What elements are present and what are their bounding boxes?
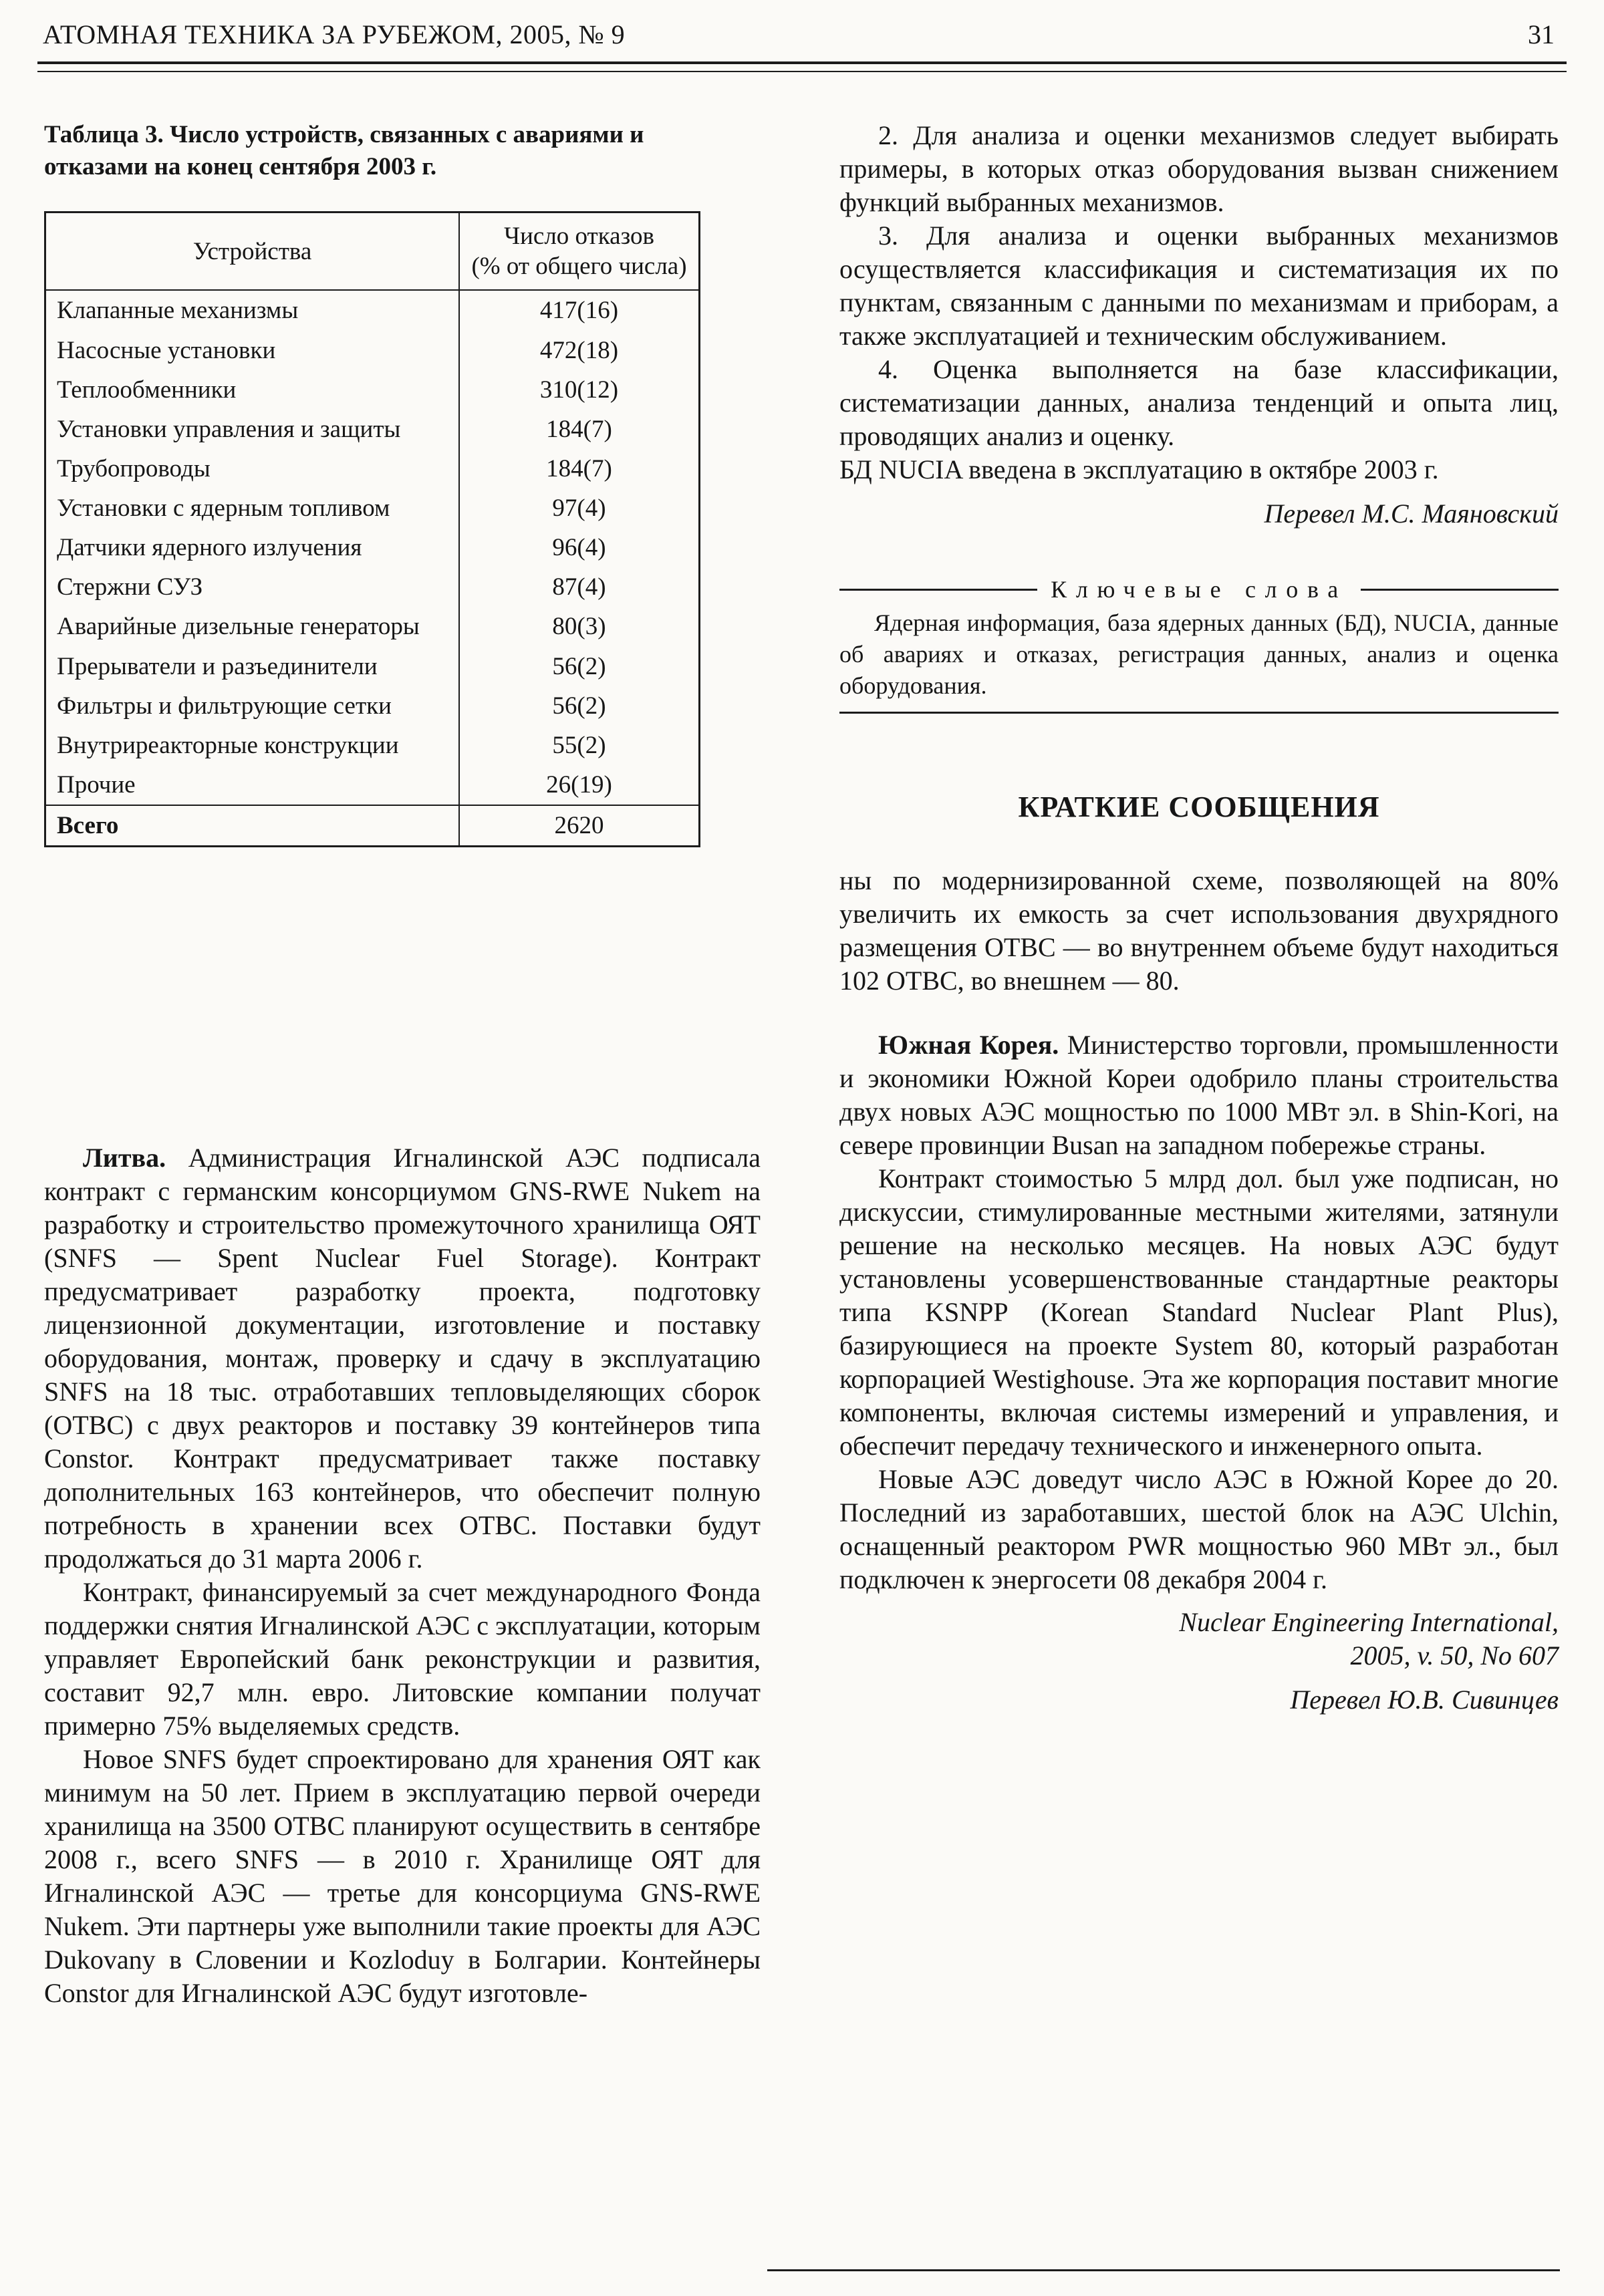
- page-number: 31: [1528, 19, 1555, 49]
- lithuania-paragraph-3: Новое SNFS будет спроектировано для хранения ОЯТ как минимум на 50 лет. Прием в эксплуатацию первой очереди хранилища на 3500 ОТВС планируют осуществить в сентябре 2008 г., всего SNFS — в 2010 г. Хранилище ОЯТ для Игналинской АЭС — третье для консорциума GNS-RWE Nukem. Эти партнеры уже выполнили такие проекты для АЭС Dukovany в Словении и Kozloduy в Болгарии. Контейнеры Constor для Игналинской АЭС будут изготовле-: [44, 1744, 761, 2009]
- korea-paragraph-1-text: Министерство торговли, промышленности и экономики Южной Кореи одобрило планы строительства двух новых АЭС мощностью по 1000 МВт эл. в Shin-Kori, на севере провинции Busan на западном побережье страны.: [839, 1030, 1559, 1161]
- header-rule: [37, 61, 1567, 72]
- section-heading-brief-news: КРАТКИЕ СООБЩЕНИЯ: [1018, 791, 1380, 824]
- table-row: [45, 331, 700, 370]
- device-cell: Установки управления и защиты: [45, 410, 460, 449]
- failures-cell: 26(19): [546, 770, 612, 799]
- translator-sivintsev: Перевел Ю.В. Сивинцев: [1290, 1685, 1559, 1715]
- device-cell: Аварийные дизельные генераторы: [45, 607, 460, 646]
- failures-cell: 310(12): [539, 376, 619, 404]
- device-cell: Внутриреакторные конструкции: [45, 726, 460, 765]
- failures-cell: 417(16): [539, 297, 619, 325]
- table-row: [45, 290, 700, 330]
- nucia-item-2: 2. Для анализа и оценки механизмов следует выбирать примеры, в которых отказ оборудования вызван снижением функций выбранных механизмов.: [839, 120, 1559, 217]
- failures-cell: 56(2): [552, 652, 606, 680]
- device-cell: Стержни СУЗ: [45, 567, 460, 607]
- total-value-cell: 2620: [459, 805, 700, 847]
- col-header-failures: [459, 212, 700, 291]
- col-header-failures-line1: Число отказов: [504, 223, 654, 251]
- table-caption: Таблица 3. Число устройств, связанных с авариями и отказами на конец сентября 2003 г.: [44, 121, 644, 181]
- journal-title: АТОМНАЯ ТЕХНИКА ЗА РУБЕЖОМ, 2005, № 9: [43, 19, 626, 49]
- device-cell: Теплообменники: [45, 370, 460, 410]
- country-lead-korea: Южная Корея.: [878, 1030, 1059, 1060]
- source-line-2: 2005, v. 50, No 607: [1350, 1640, 1559, 1671]
- device-cell: Датчики ядерного излучения: [45, 528, 460, 567]
- continuation-paragraph: ны по модернизированной схеме, позволяющей на 80% увеличить их емкость за счет использования двухрядного размещения ОТВС — во внутреннем объеме будут находиться 102 ОТВС, во внешнем — 80.: [839, 865, 1559, 996]
- failures-cell: 184(7): [546, 454, 612, 482]
- left-column: [44, 119, 761, 2010]
- failures-cell: 80(3): [552, 613, 606, 641]
- lithuania-article: [44, 1141, 761, 2010]
- device-cell: Прочие: [45, 765, 460, 805]
- keywords-header: [839, 575, 1559, 605]
- failures-cell: 55(2): [552, 731, 606, 759]
- keywords-title: Ключевые слова: [1051, 576, 1347, 603]
- total-label-cell: Всего: [45, 805, 460, 847]
- failures-table-body: [45, 290, 700, 846]
- table-row: [45, 607, 700, 646]
- table-row: [45, 567, 700, 607]
- keywords-bottom-rule: [839, 712, 1559, 714]
- table-row: [45, 647, 700, 686]
- table-row: [45, 528, 700, 567]
- translator-mayanovsky: Перевел М.С. Маяновский: [1264, 498, 1559, 529]
- table-row: [45, 370, 700, 410]
- keywords-rule-left: [839, 589, 1037, 591]
- nucia-item-4: 4. Оценка выполняется на базе классификации, систематизации данных, анализа тенденций и опыта лиц, проводящих анализ и оценку.: [839, 354, 1559, 451]
- keywords-text: Ядерная информация, база ядерных данных (БД), NUCIA, данные об авариях и отказах, регистрация данных, анализ и оценка оборудования.: [839, 609, 1559, 699]
- korea-paragraph-2: Контракт стоимостью 5 млрд дол. был уже подписан, но дискуссии, стимулированные местными жителями, затянули решение на несколько месяцев. На новых АЭС будут установлены усовершенствованные стандартные реакторы типа KSNPP (Korean Standard Nuclear Plant Plus), базирующиеся на проекте System 80, который разработан корпорацией Westighouse. Эта же корпорация поставит многие компоненты, включая системы измерений и управления, и обеспечит передачу технического и инженерного опыта.: [839, 1163, 1559, 1461]
- device-cell: Насосные установки: [45, 331, 460, 370]
- lithuania-paragraph-2: Контракт, финансируемый за счет международного Фонда поддержки снятия Игналинской АЭС с эксплуатации, которым управляет Европейский банк реконструкции и развития, составит 92,7 млн. евро. Литовские компании получат примерно 75% выделяемых средств.: [44, 1577, 761, 1741]
- nucia-item-3: 3. Для анализа и оценки выбранных механизмов осуществляется классификация и систематизация их по пунктам, связанным с данными по механизмам и приборам, а также эксплуатацией и техническим обслуживанием.: [839, 221, 1559, 351]
- failures-table: [44, 211, 700, 847]
- nucia-bd-note: БД NUCIA введена в эксплуатацию в октябре 2003 г.: [839, 454, 1439, 484]
- device-cell: Установки с ядерным топливом: [45, 488, 460, 528]
- device-cell: Фильтры и фильтрующие сетки: [45, 686, 460, 726]
- device-cell: Трубопроводы: [45, 449, 460, 488]
- col-header-failures-line2: (% от общего числа): [471, 253, 687, 281]
- footer-rule: [767, 2269, 1560, 2271]
- device-cell: Клапанные механизмы: [45, 290, 460, 330]
- failures-cell: 87(4): [552, 573, 606, 601]
- device-cell: Прерыватели и разъединители: [45, 647, 460, 686]
- source-line-1: Nuclear Engineering International,: [1179, 1607, 1559, 1638]
- table-row: [45, 488, 700, 528]
- country-lead-lithuania: Литва.: [83, 1143, 166, 1173]
- table-row: [45, 765, 700, 805]
- korea-paragraph-3: Новые АЭС доведут число АЭС в Южной Корее до 20. Последний из заработавших, шестой блок на АЭС Ulchin, оснащенный реактором PWR мощностью 960 МВт эл., был подключен к энергосети 08 декабря 2004 г.: [839, 1464, 1559, 1595]
- failures-cell: 472(18): [539, 336, 619, 364]
- failures-cell: 56(2): [552, 692, 606, 720]
- korea-paragraph-1: [839, 1028, 1559, 1162]
- table-total-row: [45, 805, 700, 847]
- failures-table-head: [45, 212, 700, 291]
- failures-cell: 96(4): [552, 534, 606, 562]
- keywords-rule-right: [1361, 589, 1559, 591]
- table-row: [45, 449, 700, 488]
- col-header-devices: Устройства: [45, 212, 460, 291]
- lithuania-paragraph-1-text: Администрация Игналинской АЭС подписала контракт с германским консорциумом GNS-RWE Nukem на разработку и строительство промежуточного хранилища ОЯТ (SNFS — Spent Nuclear Fuel Storage). Контракт предусматривает разработку проекта, подготовку лицензионной документации, изготовление и поставку оборудования, монтаж, проверку и сдачу в эксплуатацию SNFS на 18 тыс. отработавших тепловыделяющих сборок (ОТВС) с двух реакторов и поставку 39 контейнеров типа Constor. Контракт предусматривает также поставку дополнительных 163 контейнеров, что обеспечит полную потребность в хранении всех ОТВС. Поставки будут продолжаться до 31 марта 2006 г.: [44, 1143, 761, 1574]
- table-row: [45, 686, 700, 726]
- korea-article: [839, 1028, 1559, 1717]
- right-column: [839, 119, 1559, 1717]
- table-row: [45, 410, 700, 449]
- lithuania-paragraph-1: [44, 1141, 761, 1576]
- failures-cell: 184(7): [546, 415, 612, 443]
- table-row: [45, 726, 700, 765]
- keywords-block: [839, 575, 1559, 714]
- failures-cell: 97(4): [552, 494, 606, 523]
- table-header-row: [45, 212, 700, 291]
